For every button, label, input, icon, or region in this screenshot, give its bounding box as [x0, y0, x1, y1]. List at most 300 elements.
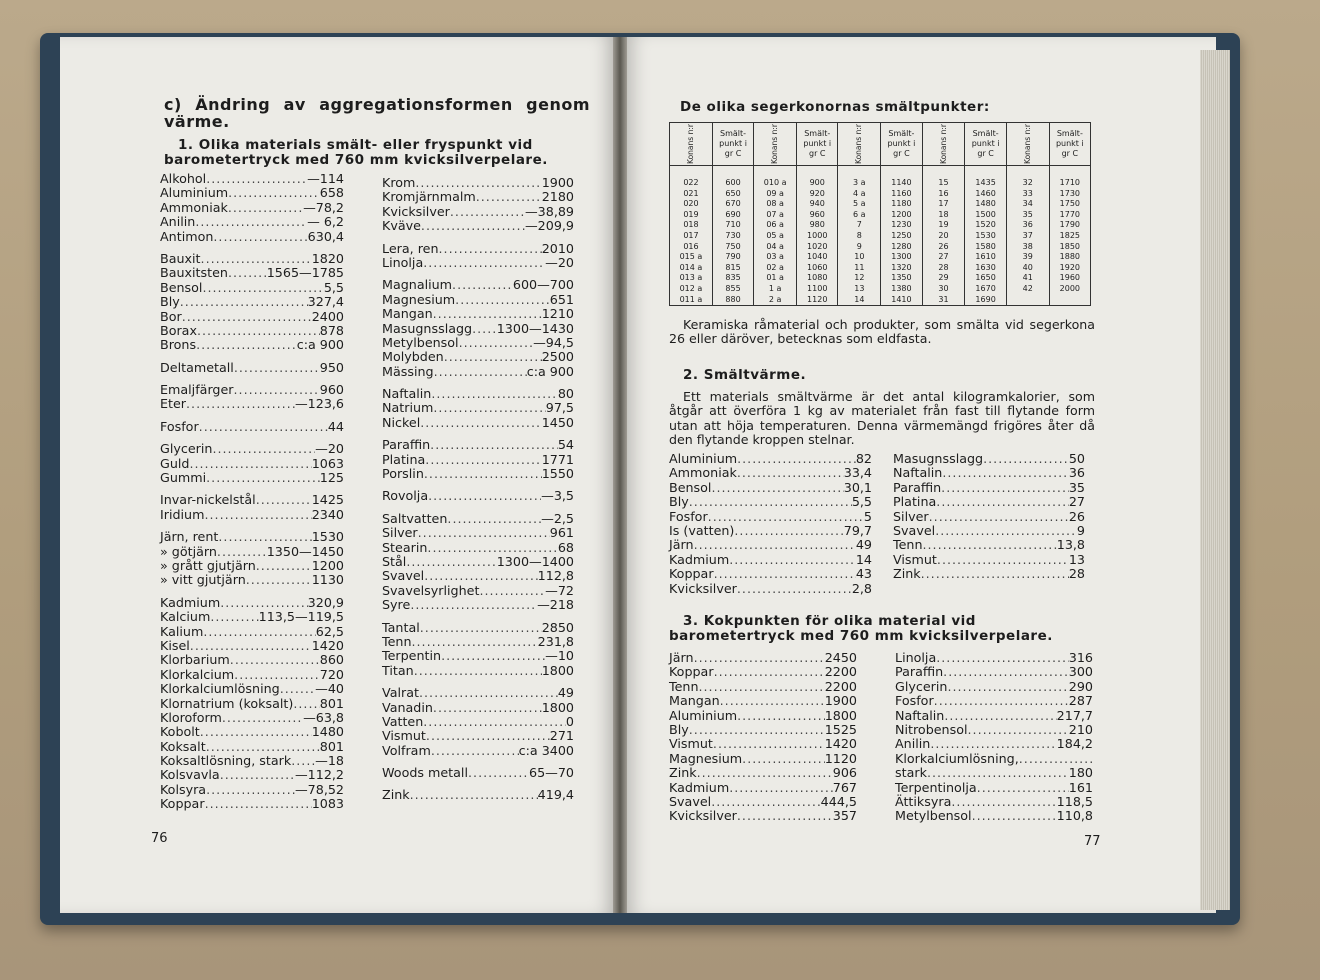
cone-melting-point: 1650 — [965, 273, 1006, 284]
cone-melting-point: 1180 — [881, 199, 922, 210]
cone-melting-point: 1020 — [797, 242, 838, 253]
dot-leader — [201, 252, 312, 266]
material-name: Stål — [382, 553, 407, 569]
list-row — [160, 324, 344, 338]
dot-leader — [180, 295, 308, 309]
cone-melting-point: 940 — [797, 199, 838, 210]
material-value: 125 — [319, 470, 344, 486]
cone-number: 28 — [922, 263, 965, 274]
material-value: 1450 — [541, 414, 574, 430]
material-name: Mangan — [669, 693, 720, 709]
material-value: 36 — [1068, 465, 1085, 481]
cone-number: 8 — [838, 231, 881, 242]
cone-number: 19 — [922, 220, 965, 231]
cone-melting-point: 1230 — [881, 220, 922, 231]
material-value: 13 — [1068, 551, 1085, 567]
list-row — [382, 701, 574, 715]
cone-melting-point: 960 — [797, 210, 838, 221]
list-row — [160, 397, 344, 411]
dot-leader — [734, 524, 843, 538]
dot-leader — [737, 809, 833, 823]
list-row — [669, 665, 857, 679]
dot-leader — [708, 510, 864, 524]
material-value: 1350—1450 — [266, 543, 344, 559]
dot-leader — [206, 740, 320, 754]
table-row — [670, 231, 1091, 242]
material-value: 1300—1430 — [496, 320, 574, 336]
material-name: Bensol — [669, 479, 712, 495]
list-row — [160, 725, 344, 739]
material-name: Kväve — [382, 218, 421, 234]
list-row — [160, 252, 344, 266]
list-row — [382, 584, 574, 598]
material-value: 5,5 — [323, 279, 344, 295]
material-value: —10 — [545, 648, 574, 664]
list-row — [382, 729, 574, 743]
material-name: Vatten — [382, 713, 424, 729]
cone-number: 35 — [1006, 210, 1049, 221]
heading-heat-of-fusion: 2. Smältvärme. — [683, 367, 807, 383]
dot-leader — [423, 715, 566, 729]
table-row — [670, 220, 1091, 231]
material-value: 231,8 — [537, 633, 574, 649]
material-name: Tenn — [893, 537, 923, 553]
list-row — [160, 338, 344, 352]
dot-leader — [418, 526, 550, 540]
table-row — [670, 284, 1091, 295]
dot-leader — [218, 530, 311, 544]
dot-leader — [929, 510, 1069, 524]
list-row — [669, 495, 872, 509]
cone-number: 017 — [670, 231, 713, 242]
material-name: Klorbarium — [160, 652, 230, 668]
cone-number: 013 a — [670, 273, 713, 284]
cone-melting-point: 1200 — [881, 210, 922, 221]
material-value: 110,8 — [1056, 808, 1093, 824]
material-value: — 6,2 — [307, 214, 344, 230]
cone-number: 34 — [1006, 199, 1049, 210]
material-name: Antimon — [160, 228, 214, 244]
fusion-list-col2 — [893, 452, 1085, 582]
material-value: 878 — [319, 322, 344, 338]
material-value: 118,5 — [1056, 793, 1093, 809]
list-row — [382, 649, 574, 663]
cone-number: 20 — [922, 231, 965, 242]
material-name: Kloroform — [160, 709, 222, 725]
dot-leader — [228, 266, 267, 280]
cone-number: 3 a — [838, 166, 881, 189]
list-row — [895, 680, 1093, 694]
dot-leader — [944, 709, 1056, 723]
dot-leader — [220, 596, 307, 610]
material-value: —3,5 — [541, 488, 574, 504]
material-value: 2,8 — [851, 580, 872, 596]
dot-leader — [182, 310, 312, 324]
material-name: Saltvatten — [382, 510, 448, 526]
list-row — [160, 172, 344, 186]
material-value: 1210 — [541, 306, 574, 322]
material-name: Koppar — [160, 796, 205, 812]
cone-melting-point: 1960 — [1049, 273, 1090, 284]
cone-melting-point: 1250 — [881, 231, 922, 242]
list-row — [382, 526, 574, 540]
header-cone-number — [670, 123, 713, 166]
material-value: 1800 — [824, 707, 857, 723]
dot-leader — [737, 582, 852, 596]
material-name: Bor — [160, 308, 182, 324]
material-value: —218 — [537, 597, 574, 613]
list-row — [893, 567, 1085, 581]
cone-melting-point: 1160 — [881, 189, 922, 200]
cone-melting-point: 1500 — [965, 210, 1006, 221]
dot-leader — [234, 668, 320, 682]
material-value: —78,2 — [303, 199, 344, 215]
dot-leader — [195, 215, 307, 229]
dot-leader — [206, 783, 295, 797]
list-row — [160, 596, 344, 610]
list-row — [382, 242, 574, 256]
dot-leader — [280, 682, 315, 696]
material-name: Mässing — [382, 363, 434, 379]
material-name: Syre — [382, 597, 411, 613]
cone-number: 9 — [838, 242, 881, 253]
cone-melting-point: 1320 — [881, 263, 922, 274]
list-row — [160, 559, 344, 573]
material-value: —63,8 — [303, 709, 344, 725]
cone-number: 29 — [922, 273, 965, 284]
dot-leader — [711, 481, 843, 495]
dot-leader — [430, 438, 558, 452]
material-name: Kolsvavla — [160, 767, 220, 783]
material-value: 906 — [832, 765, 857, 781]
material-value: 950 — [319, 359, 344, 375]
material-value: 43 — [855, 566, 872, 582]
cone-melting-point: 1120 — [797, 295, 838, 306]
material-name: Lera, ren — [382, 240, 439, 256]
cone-number: 6 a — [838, 210, 881, 221]
cone-number: 02 a — [754, 263, 797, 274]
cone-melting-point: 880 — [712, 295, 753, 306]
list-row — [160, 610, 344, 624]
cone-number: 07 a — [754, 210, 797, 221]
material-value: 327,4 — [307, 294, 344, 310]
material-name: Klorkalcium — [160, 666, 235, 682]
material-name: Zink — [382, 787, 410, 803]
material-name: Krom — [382, 175, 416, 190]
material-name: Bauxitsten — [160, 265, 228, 281]
dot-leader — [433, 307, 542, 321]
material-name: Rovolja — [382, 488, 429, 504]
list-row — [160, 797, 344, 811]
list-row — [382, 350, 574, 364]
cone-number: 022 — [670, 166, 713, 189]
list-row — [382, 176, 574, 190]
material-value: 290 — [1068, 678, 1093, 694]
dot-leader — [206, 471, 320, 485]
cone-number: 015 a — [670, 252, 713, 263]
dot-leader — [943, 665, 1069, 679]
dot-leader — [713, 737, 825, 751]
dot-leader — [210, 610, 258, 624]
material-name: Kadmium — [669, 779, 730, 795]
list-row — [160, 215, 344, 229]
dot-leader — [230, 653, 320, 667]
melting-list-col2 — [382, 176, 574, 803]
fusion-list-col1 — [669, 452, 872, 596]
cone-melting-point: 1435 — [965, 166, 1006, 189]
material-value: 1300—1400 — [496, 553, 574, 569]
dot-leader — [410, 788, 538, 802]
cone-number: 41 — [1006, 273, 1049, 284]
list-row — [895, 781, 1093, 795]
material-name: Kvicksilver — [382, 203, 450, 219]
page-number-right: 77 — [1084, 834, 1101, 849]
table-row — [670, 189, 1091, 200]
cone-number: 05 a — [754, 231, 797, 242]
material-value: 2180 — [541, 189, 574, 205]
material-name: Kadmium — [669, 551, 730, 567]
cone-number: 019 — [670, 210, 713, 221]
cone-melting-point: 1580 — [965, 242, 1006, 253]
dot-leader — [406, 555, 496, 569]
cone-melting-point: 1480 — [965, 199, 1006, 210]
cone-number: 17 — [922, 199, 965, 210]
material-value: 80 — [557, 386, 574, 402]
material-name: Guld — [160, 455, 190, 471]
cone-melting-point: 980 — [797, 220, 838, 231]
material-value: 30,1 — [843, 479, 872, 495]
material-value: 444,5 — [820, 793, 857, 809]
material-name: Magnalium — [382, 277, 453, 293]
material-name: Terpentin — [382, 648, 442, 664]
material-value: 287 — [1068, 693, 1093, 709]
cone-melting-point: 1140 — [881, 166, 922, 189]
list-row — [160, 457, 344, 471]
list-row — [382, 307, 574, 321]
list-row — [669, 481, 872, 495]
list-row — [669, 752, 857, 766]
cone-melting-point: 1520 — [965, 220, 1006, 231]
list-row — [382, 467, 574, 481]
header-cone-label: Konans n:r — [854, 124, 864, 164]
melting-list-col1 — [160, 172, 344, 812]
cone-melting-point: 1730 — [1049, 189, 1090, 200]
list-row — [669, 795, 857, 809]
dot-leader — [234, 383, 320, 397]
dot-leader — [714, 665, 825, 679]
list-row — [160, 545, 344, 559]
material-value: —78,52 — [294, 781, 344, 797]
cone-number: 26 — [922, 242, 965, 253]
dot-leader — [720, 694, 825, 708]
dot-leader — [737, 466, 844, 480]
list-row — [382, 438, 574, 452]
cone-number: 1 a — [754, 284, 797, 295]
dot-leader — [922, 538, 1056, 552]
list-row — [893, 466, 1085, 480]
dot-leader — [419, 686, 558, 700]
heat-of-fusion-text: Ett materials smältvärme är det antal kilogramkalorier, som åtgår att överföra 1 kg av materialet från fast till flytande form utan att höja temperaturen. Denna värmemängd frigöres åter då den flytande kroppen stelnar. — [669, 389, 1095, 448]
dot-leader — [220, 768, 295, 782]
list-row — [160, 768, 344, 782]
material-value: 767 — [832, 779, 857, 795]
cone-melting-point: 1000 — [797, 231, 838, 242]
material-name: Linolja — [895, 650, 937, 665]
dot-leader — [729, 781, 833, 795]
dot-leader — [983, 452, 1069, 466]
list-row — [669, 567, 872, 581]
list-row — [382, 621, 574, 635]
list-row — [893, 524, 1085, 538]
dot-leader — [196, 338, 297, 352]
material-name: Svavel — [669, 793, 712, 809]
material-value: 1771 — [541, 451, 574, 467]
list-row — [160, 754, 344, 768]
dot-leader — [291, 754, 315, 768]
dot-leader — [472, 322, 497, 336]
material-name: Fosfor — [160, 418, 199, 434]
cone-number: 012 a — [670, 284, 713, 295]
material-name: Iridium — [160, 506, 205, 522]
cone-number: 31 — [922, 295, 965, 306]
list-row — [895, 737, 1093, 751]
material-name: Linolja — [382, 254, 424, 270]
material-name: Kalium — [160, 623, 204, 639]
material-value: 801 — [319, 695, 344, 711]
list-row — [382, 205, 574, 219]
dot-leader — [968, 723, 1069, 737]
cone-number: 37 — [1006, 231, 1049, 242]
material-name: Metylbensol — [895, 808, 972, 824]
cone-number: 04 a — [754, 242, 797, 253]
header-melting-point: Smält- punkt i gr C — [712, 123, 753, 166]
cone-melting-point: 1750 — [1049, 199, 1090, 210]
cone-melting-point: 1530 — [965, 231, 1006, 242]
material-name: Vismut — [893, 551, 937, 567]
material-name: Kadmium — [160, 594, 221, 610]
material-value: 2450 — [824, 650, 857, 665]
list-row — [160, 281, 344, 295]
cone-number: 5 a — [838, 199, 881, 210]
material-name: Emaljfärger — [160, 382, 234, 398]
material-value: 1480 — [311, 724, 344, 740]
list-row — [382, 635, 574, 649]
table-row — [670, 273, 1091, 284]
dot-leader — [410, 598, 537, 612]
material-value: 82 — [855, 451, 872, 466]
cone-number: 33 — [1006, 189, 1049, 200]
cone-number: 15 — [922, 166, 965, 189]
cone-melting-point: 600 — [712, 166, 753, 189]
dot-leader — [942, 466, 1068, 480]
material-name: Ammoniak — [669, 465, 737, 481]
cone-melting-point: 1825 — [1049, 231, 1090, 242]
material-value: —94,5 — [533, 334, 574, 350]
cone-number: 018 — [670, 220, 713, 231]
material-name: Klorkalciumlösning — [160, 681, 280, 697]
list-row — [382, 541, 574, 555]
material-value: —40 — [315, 681, 344, 697]
dot-leader — [936, 495, 1069, 509]
list-row — [895, 766, 1093, 780]
material-value: 1130 — [311, 572, 344, 588]
material-value: 1420 — [311, 637, 344, 653]
dot-leader — [935, 524, 1077, 538]
cone-melting-point: 1350 — [881, 273, 922, 284]
material-value: 27 — [1068, 494, 1085, 510]
dot-leader — [213, 230, 307, 244]
dot-leader — [425, 453, 541, 467]
material-name: Järn, rent — [160, 529, 219, 545]
material-value: 419,4 — [537, 787, 574, 803]
cone-number: 020 — [670, 199, 713, 210]
seger-cone-table — [669, 122, 1091, 306]
list-row — [160, 201, 344, 215]
cone-melting-point: 1710 — [1049, 166, 1090, 189]
material-name: Naftalin — [893, 465, 943, 481]
header-melting-point: Smält- punkt i gr C — [965, 123, 1006, 166]
list-row — [382, 256, 574, 270]
material-value: 33,4 — [843, 465, 872, 481]
dot-leader — [941, 481, 1069, 495]
list-row — [160, 295, 344, 309]
list-row — [669, 582, 872, 596]
cone-melting-point: 1770 — [1049, 210, 1090, 221]
dot-leader — [936, 651, 1069, 665]
dot-leader — [190, 639, 312, 653]
material-value: 210 — [1068, 721, 1093, 737]
cone-melting-point: 920 — [797, 189, 838, 200]
material-value: 68 — [557, 539, 574, 555]
material-value: 960 — [319, 382, 344, 398]
list-row — [382, 365, 574, 379]
list-row — [382, 416, 574, 430]
boiling-list-col1 — [669, 651, 857, 824]
material-value: —209,9 — [524, 218, 574, 234]
list-row — [669, 466, 872, 480]
dot-leader — [431, 744, 519, 758]
material-name: Eter — [160, 396, 187, 412]
list-row — [669, 452, 872, 466]
list-row — [669, 524, 872, 538]
material-name: Tantal — [382, 619, 420, 635]
dot-leader — [414, 664, 542, 678]
dot-leader — [421, 219, 525, 233]
material-name: Vismut — [382, 728, 426, 744]
dot-leader — [441, 649, 545, 663]
dot-leader — [694, 538, 856, 552]
list-row — [382, 715, 574, 729]
dot-leader — [423, 256, 545, 270]
list-row — [895, 694, 1093, 708]
list-row — [382, 489, 574, 503]
material-value: 9 — [1076, 522, 1085, 538]
list-row — [893, 495, 1085, 509]
cone-melting-point: 730 — [712, 231, 753, 242]
material-name: Koksalt — [160, 738, 206, 754]
list-row — [895, 665, 1093, 679]
list-row — [160, 186, 344, 200]
dot-leader — [228, 201, 303, 215]
cone-melting-point: 815 — [712, 263, 753, 274]
material-name: Porslin — [382, 466, 424, 482]
material-name: Kromjärnmalm — [382, 189, 476, 205]
cone-melting-point: 1100 — [797, 284, 838, 295]
dot-leader — [203, 625, 315, 639]
cone-number — [1006, 295, 1049, 306]
list-row — [382, 336, 574, 350]
material-name: Glycerin — [160, 441, 213, 457]
